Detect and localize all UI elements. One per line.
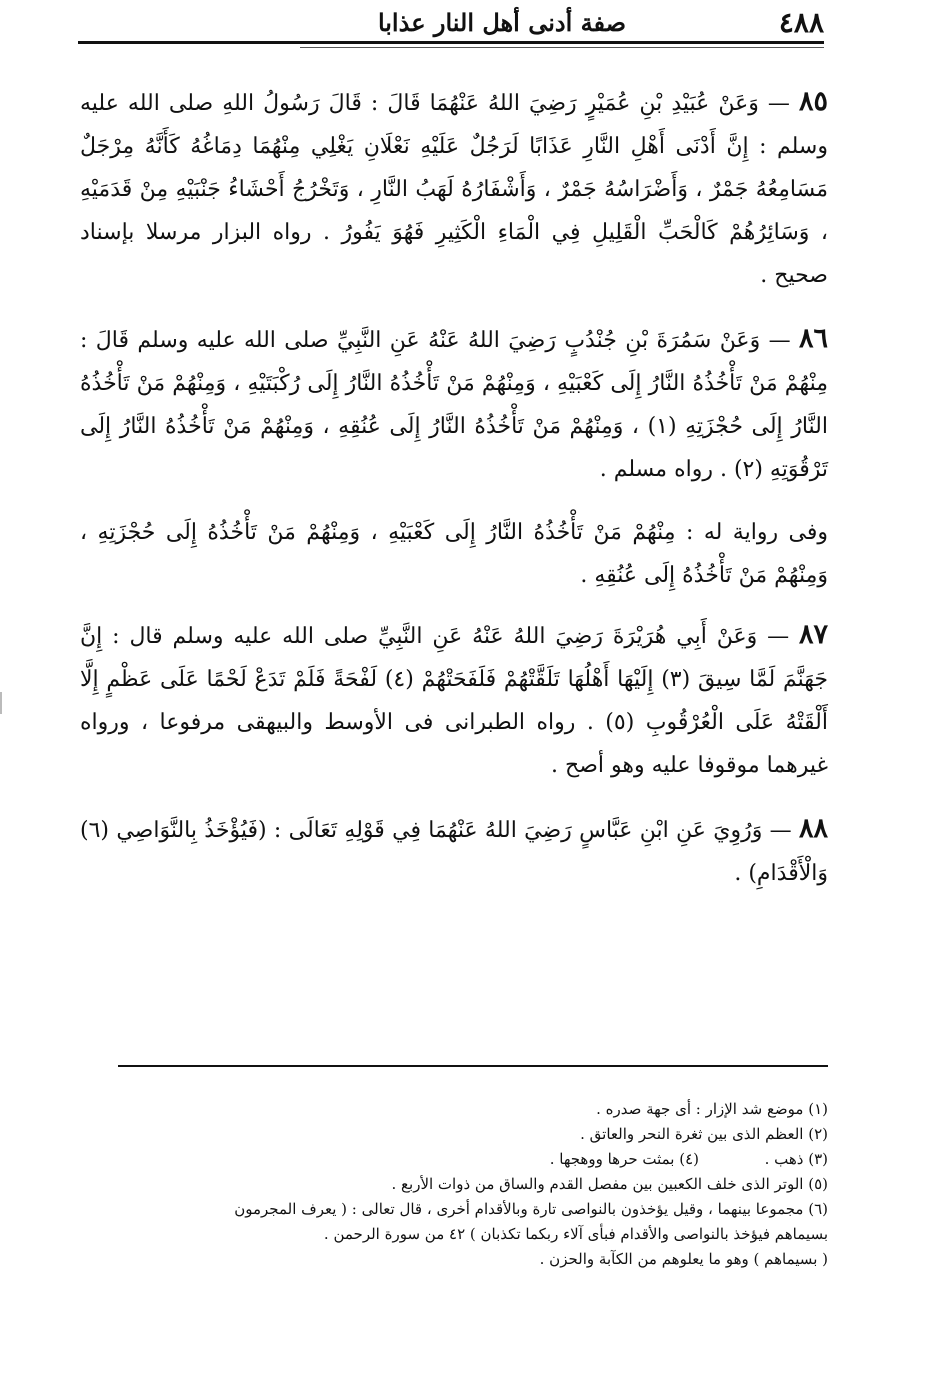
footnotes [80,1097,828,1272]
scan-edge-mark [0,692,2,714]
footnote-6-continued: بسيماهم فيؤخذ بالنواصى والأقدام فبأى آلاء ربكما تكذبان ) ٤٢ من سورة الرحمن . [323,1225,828,1243]
hadith-85 [80,80,828,297]
footnote-1: (١) موضع شد الإزار : أى جهة صدره . [596,1100,828,1118]
footnote-4: (٤) بمثت حرها ووهجها . [549,1150,700,1168]
hadith-87 [80,613,828,787]
footnote-5: (٥) الوتر الذى خلف الكعبين بين مفصل القدم والساق من ذوات الأربع . [391,1175,828,1193]
main-text [80,80,828,915]
footnote-3-4 [80,1147,828,1172]
page-header [80,6,824,42]
running-title: صفة أدنى أهل النار عذابا [377,8,626,37]
hadith-text: — وَعَنْ عُبَيْدِ بْنِ عُمَيْرٍ رَضِيَ اللهُ عَنْهُمَا قَالَ : قَالَ رَسُولُ اللهِ صلى الله عليه وسلم : إِنَّ أَدْنَى أَهْلِ النَّارِ عَذَابًا لَرَجُلٌ عَلَيْهِ نَعْلَانِ يَغْلِي مِنْهُمَا دِمَاغُهُ كَأَنَّهُ مِرْجَلٌ مَسَامِعُهُ جَمْرٌ ، وَأَضْرَاسُهُ جَمْرٌ ، وَأَشْفَارُهُ لَهَبُ النَّارِ ، وَتَخْرُجُ أَحْشَاءُ جَنْبَيْهِ مِنْ قَدَمَيْهِ ، وَسَائِرُهُمْ كَالْحَبِّ الْقَلِيلِ فِي الْمَاءِ الْكَثِيرِ فَهُوَ يَفُورُ . رواه البزار مرسلا بإسناد صحيح . [80,91,828,288]
page-number: ٤٨٨ [778,6,824,39]
footnote-2: (٢) العظم الذى بين ثغرة النحر والعاتق . [580,1125,828,1143]
footnote-6-gloss: ( بسيماهم ) وهو ما يعلوهم من الكآبة والحزن . [539,1250,828,1268]
hadith-text: — وَعَنْ سَمُرَةَ بْنِ جُنْدُبٍ رَضِيَ اللهُ عَنْهُ عَنِ النَّبِيِّ صلى الله عليه وسلم قَالَ : مِنْهُمْ مَنْ تَأْخُذُهُ النَّارُ إِلَى كَعْبَيْهِ ، وَمِنْهُمْ مَنْ تَأْخُذُهُ النَّارُ إِلَى رُكْبَتَيْهِ ، وَمِنْهُمْ مَنْ تَأْخُذُهُ النَّارُ إِلَى حُجْزَتِهِ (١) ، وَمِنْهُمْ مَنْ تَأْخُذُهُ النَّارُ إِلَى عُنُقِهِ ، وَمِنْهُمْ مَنْ تَأْخُذُهُ النَّارُ إِلَى تَرْقُوَتِهِ (٢) . رواه مسلم . [80,328,828,482]
hadith-number: ٨٨ [798,813,828,844]
hadith-number: ٨٥ [798,86,828,117]
hadith-text: — وَعَنْ أَبِي هُرَيْرَةَ رَضِيَ اللهُ عَنْهُ عَنِ النَّبِيِّ صلى الله عليه وسلم قال : إِنَّ جَهَنَّمَ لَمَّا سِيقَ (٣) إِلَيْهَا أَهْلُهَا تَلَقَّتْهُمْ فَلَفَحَتْهُمْ (٤) لَفْحَةً فَلَمْ تَدَعْ لَحْمًا عَلَى عَظْمٍ إِلَّا أَلْقَتْهُ عَلَى الْعُرْقُوبِ (٥) . رواه الطبرانى فى الأوسط والبيهقى مرفوعا ، ورواه غيرهما موقوفا عليه وهو أصح . [80,624,829,778]
header-rule [78,41,824,44]
hadith-number: ٨٦ [798,323,828,354]
hadith-number: ٨٧ [798,619,828,650]
hadith-text: — وَرُوِيَ عَنِ ابْنِ عَبَّاسٍ رَضِيَ اللهُ عَنْهُمَا فِي قَوْلِهِ تَعَالَى : (فَيُؤْخَذُ بِالنَّوَاصِي (٦) وَالْأَقْدَامِ) . [80,818,828,886]
footnote-rule [118,1065,828,1067]
hadith-86 [80,317,828,491]
footnote-3: (٣) ذهب . [764,1150,828,1168]
hadith-88 [80,807,828,895]
header-rule-thin [300,47,824,48]
footnote-6: (٦) مجموعا بينهما ، وقيل يؤخذون بالنواصى تارة وبالأقدام أخرى ، قال تعالى : ( يعرف المجرمون [234,1200,828,1218]
riwaya-paragraph: وفى رواية له : مِنْهُمْ مَنْ تَأْخُذُهُ النَّارُ إِلَى كَعْبَيْهِ ، وَمِنْهُمْ مَنْ تَأْخُذُهُ إِلَى حُجْزَتِهِ ، وَمِنْهُمْ مَنْ تَأْخُذُهُ إِلَى عُنُقِهِ . [80,520,828,588]
